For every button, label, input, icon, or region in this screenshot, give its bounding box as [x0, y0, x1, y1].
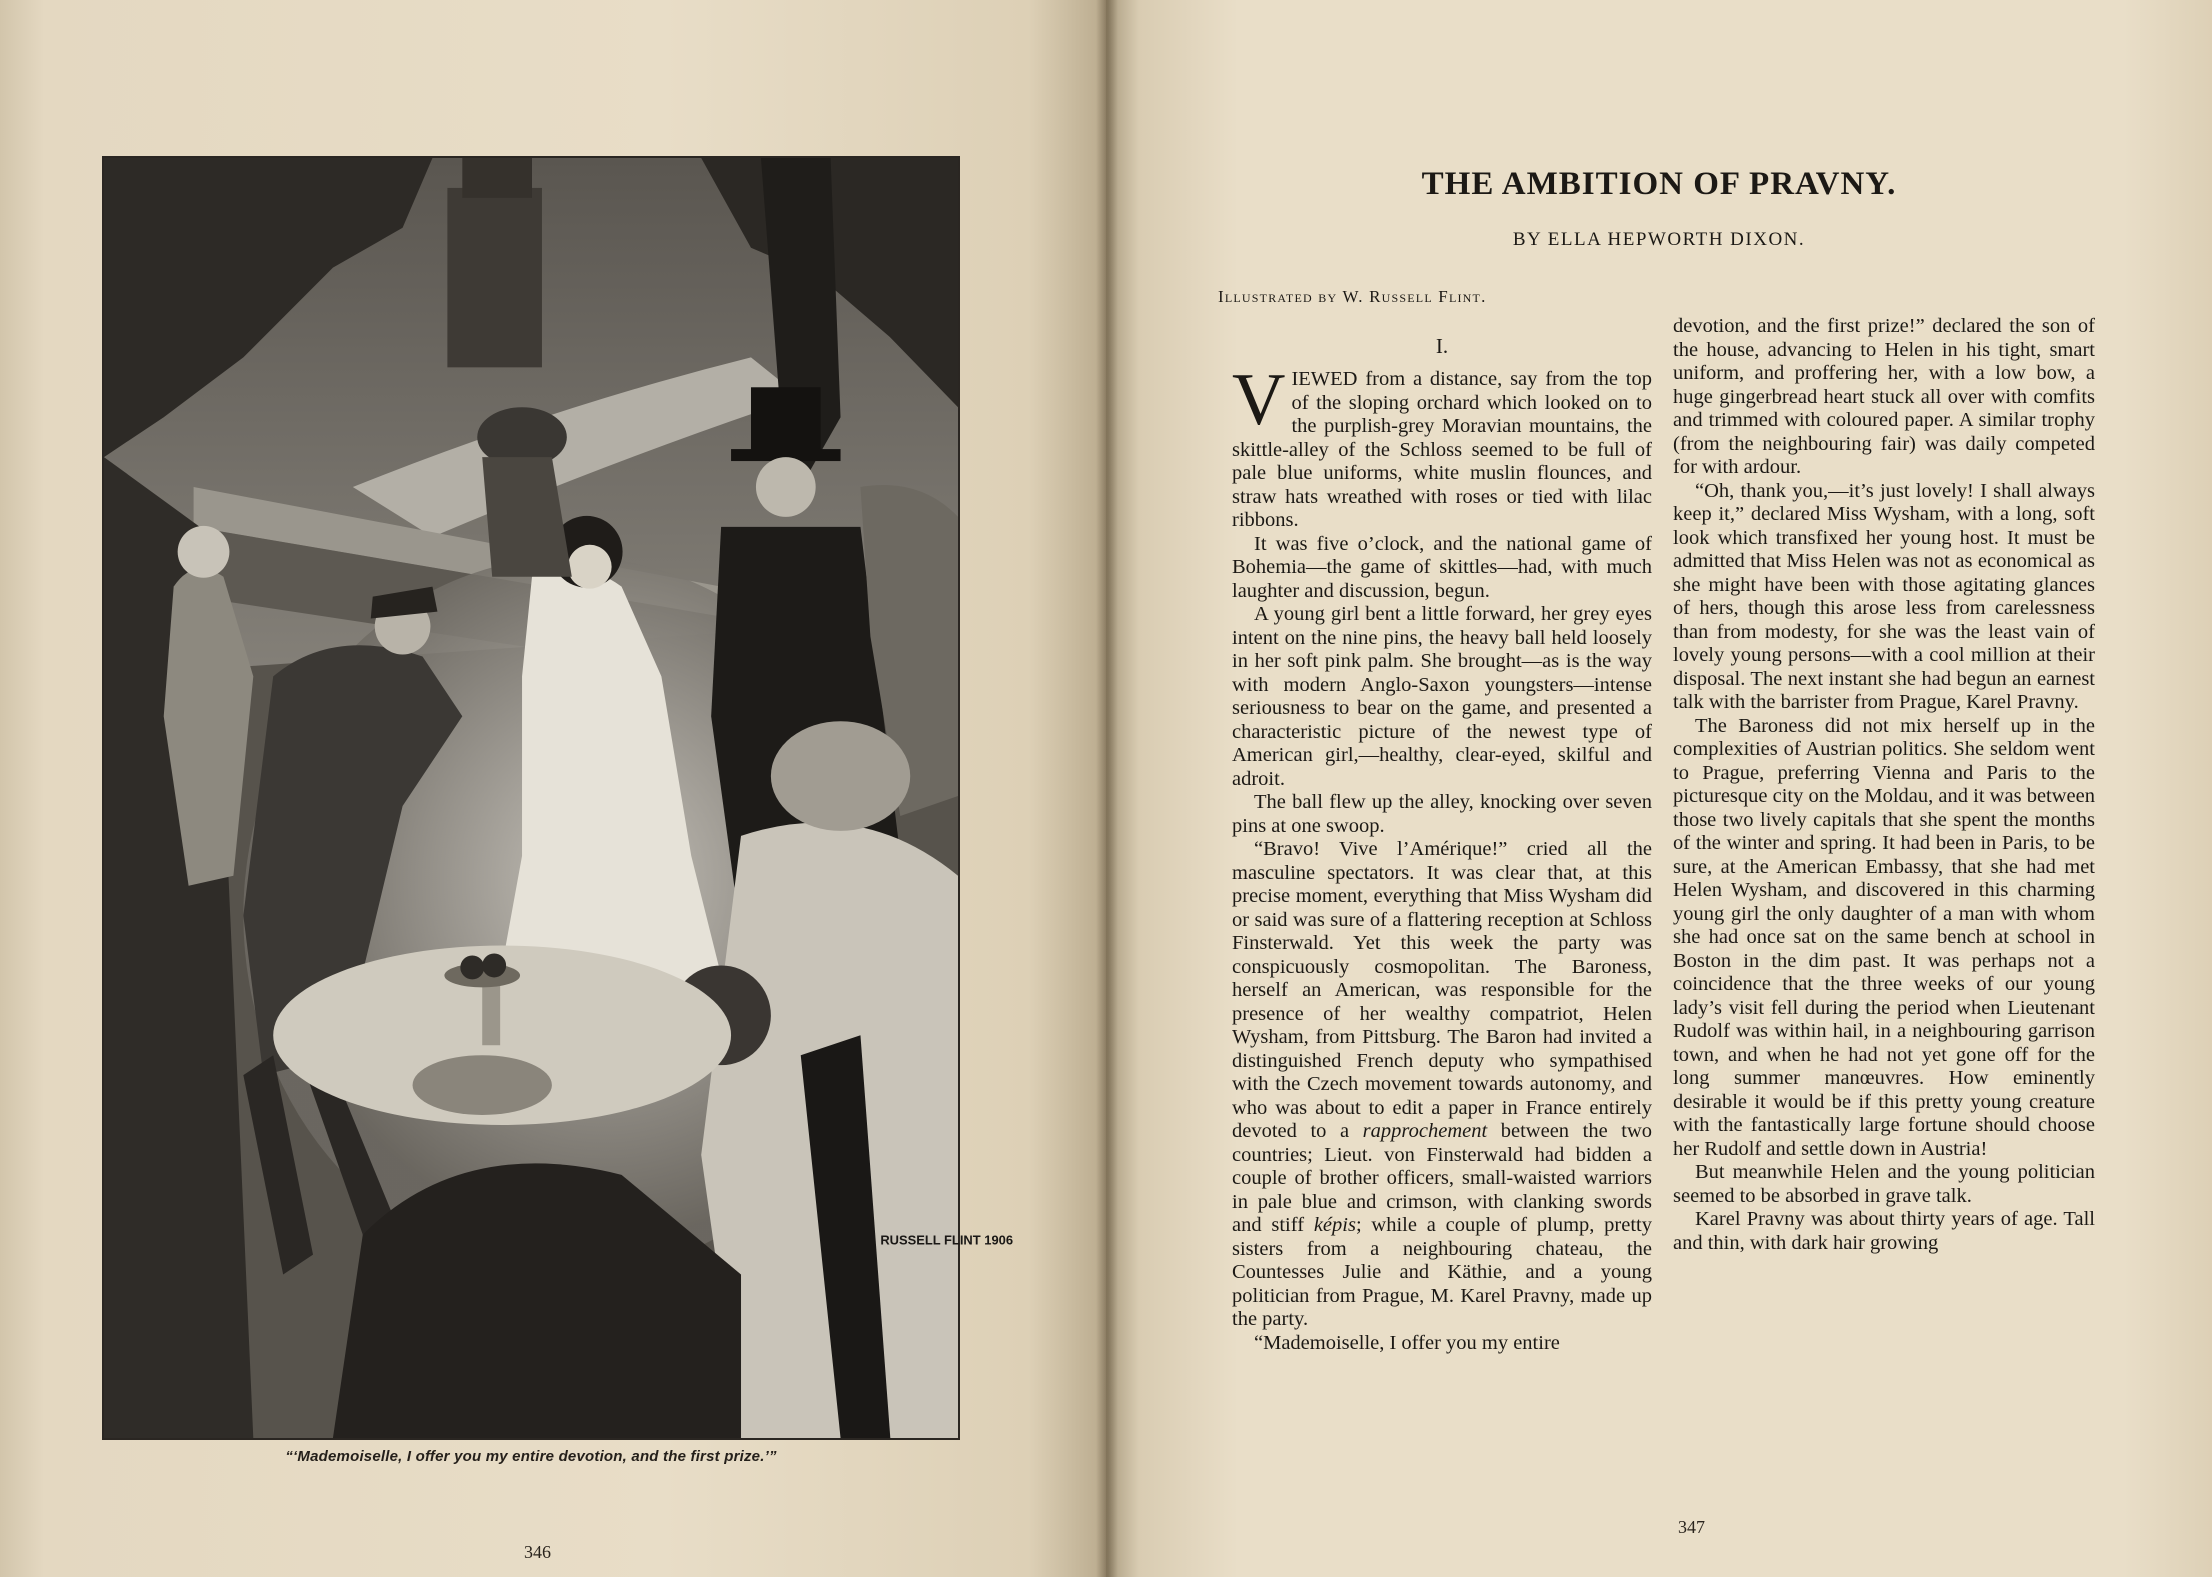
illustrator-credit: Illustrated by W. Russell Flint. [1218, 287, 1487, 306]
illustration-image [104, 158, 1014, 1438]
paragraph: The ball flew up the alley, knocking over seven pins at one swoop. [1232, 791, 1652, 837]
drop-cap: V [1232, 359, 1286, 441]
text-column-1 [1232, 359, 1652, 1355]
paragraph: A young girl bent a little forward, her grey eyes intent on the nine pins, the heavy ball held loosely in her soft pink palm. She brought—as is the way with modern Anglo-Saxon youngsters—intense seriousness to bear on the game, and presented a characteristic picture of the newest type of American girl,—healthy, clear-eyed, skilful and adroit. [1232, 603, 1652, 790]
paragraph-text: “Bravo! Vive l’Amérique!” cried all the masculine spectators. It was clear that, at this precise moment, everything that Miss Wysham did or said was sure of a flattering reception at Schloss Finsterwald. Yet this week the party was conspicuously cosmopolitan. The Baroness, herself an American, was responsible for the presence of her wealthy compatriot, Helen Wysham, from Pittsburg. The Baron had invited a distinguished French deputy who sympathised with the Czech movement towards autonomy, and who was about to edit a paper in France entirely devoted to a [1232, 838, 1652, 1142]
paragraph: The Baroness did not mix herself up in the complexities of Austrian politics. She seldom went to Prague, preferring Vienna and Paris to the picturesque city on the Moldau, and it was between those two lively capitals that she spent the months of the winter and spring. It had been in Paris, to be sure, at the American Embassy, that she had met Helen Wysham, and discovered in this charming young girl the only daughter of a man with whom she had once sat on the same bench at school in Boston in the dim past. It was perhaps not a coincidence that the three weeks of our young lady’s visit fell during the period when Lieutenant Rudolf was within hail, in a neighbouring garrison town, and when he had not yet gone off for the long summer manœuvres. How eminently desirable it would be if this pretty young creature with the fantastically large fortune should choose her Rudolf and settle down in Austria! [1673, 714, 2095, 1160]
paragraph-text: ; while a couple of plump, pretty sisters from a neighbouring chateau, the Countesses Julie and Käthie, and a young politician from Prague, M. Karel Pravny, made up the party. [1232, 1214, 1652, 1330]
paragraph: devotion, and the first prize!” declared the son of the house, advancing to Helen in his tight, smart uniform, and proffering her, with a low bow, a huge gingerbread heart stuck all over with comfits and trimmed with coloured paper. A similar trophy (from the neighbouring fair) was daily competed for with ardour. [1673, 315, 2095, 478]
artist-signature: RUSSELL FLINT 1906 [880, 1232, 1014, 1248]
text-column-2 [1673, 315, 2095, 1255]
section-number: I. [1435, 334, 1449, 358]
paragraph-text: between the two countries; Lieut. von Finsterwald had bidden a couple of brother officers, small-waisted warriors in pale blue and crimson, with clanking swords and stiff [1232, 1120, 1652, 1236]
illustration-caption: “‘Mademoiselle, I offer you my entire devotion, and the first prize.’” [285, 1448, 777, 1465]
page-number-right: 347 [1678, 1517, 1705, 1537]
paragraph: Karel Pravny was about thirty years of age. Tall and thin, with dark hair growing [1673, 1208, 2095, 1254]
paragraph: “Oh, thank you,—it’s just lovely! I shall always keep it,” declared Miss Wysham, with a long, soft look which transfixed her young host. It must be admitted that Miss Helen was not as economical as she might have been with those agitating glances of hers, though this arose less from carelessness than from modesty, for she was the least vain of lovely young persons—with a cool million at their disposal. The next instant she had begun an earnest talk with the barrister from Prague, Karel Pravny. [1673, 479, 2095, 713]
article-title: THE AMBITION OF PRAVNY. [1421, 166, 1897, 202]
emphasis: képis [1313, 1214, 1356, 1236]
emphasis: rapprochement [1362, 1120, 1488, 1142]
paragraph [1232, 359, 1652, 533]
page-number-left: 346 [524, 1542, 551, 1562]
paragraph [1232, 838, 1652, 1332]
paragraph: It was five o’clock, and the national game of Bohemia—the game of skittles—had, with much laughter and discussion, begun. [1232, 532, 1652, 602]
paragraph-text: IEWED from a distance, say from the top of the sloping orchard which looked on to the purplish-grey Moravian mountains, the skittle-alley of the Schloss seemed to be full of pale blue uniforms, white muslin flounces, and straw hats wreathed with roses or tied with lilac ribbons. [1232, 368, 1652, 531]
article-byline: BY ELLA HEPWORTH DIXON. [1512, 229, 1806, 250]
paragraph: “Mademoiselle, I offer you my entire [1254, 1331, 1560, 1354]
paragraph: But meanwhile Helen and the young politician seemed to be absorbed in grave talk. [1673, 1161, 2095, 1207]
illustration-plate [102, 156, 1014, 1440]
